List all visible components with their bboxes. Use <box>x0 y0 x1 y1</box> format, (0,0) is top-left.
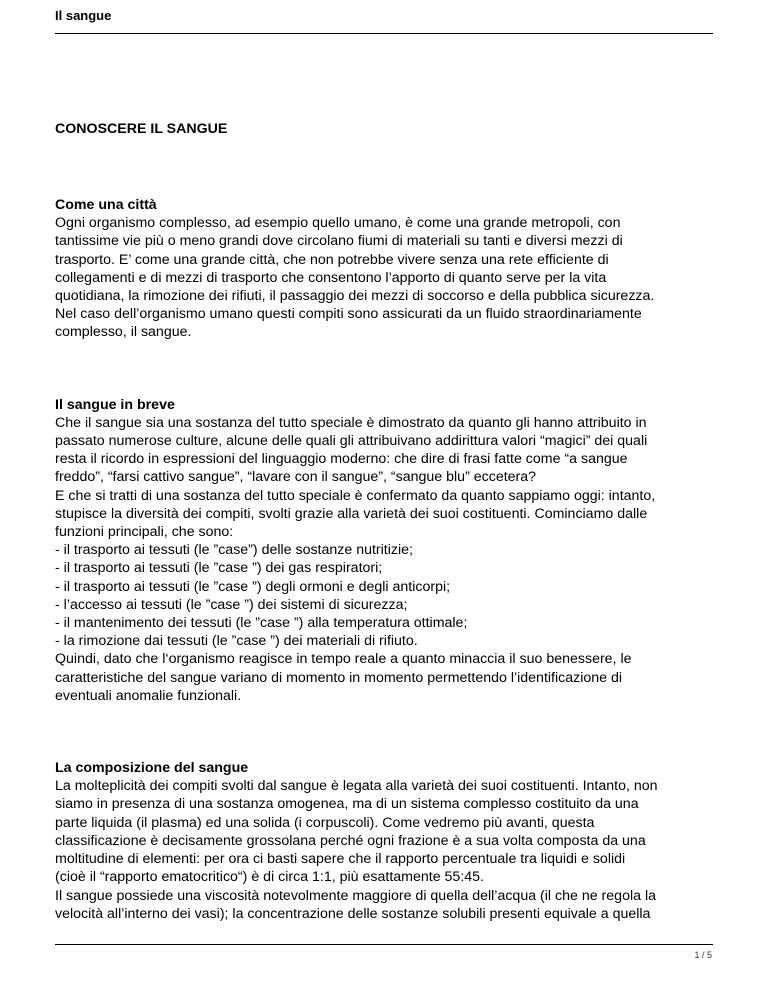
footer-divider <box>55 944 713 945</box>
text-line: collegamenti e di mezzi di trasporto che consentono l’apporto di quanto serve per la vita <box>55 269 607 286</box>
text-line: E che si tratti di una sostanza del tutto speciale è confermato da quanto sappiamo oggi: intanto, <box>55 487 656 504</box>
text-line: quotidiana, la rimozione dei rifiuti, il passaggio dei mezzi di soccorso e della pubblica sicurezza. <box>55 288 655 305</box>
text-line: freddo”, “farsi cattivo sangue”, “lavare con il sangue”, “sangue blu” eccetera? <box>55 469 537 486</box>
section-paragraph <box>55 414 720 705</box>
text-line: passato numerose culture, alcune delle quali gli attribuivano addirittura valori “magici” dei quali <box>55 433 648 450</box>
section-come-una-citta <box>55 196 720 342</box>
section-il-sangue-in-breve <box>55 396 720 705</box>
text-line: La molteplicità dei compiti svolti dal sangue è legata alla varietà dei suoi costituenti. Intanto, non <box>55 778 658 795</box>
section-heading: Il sangue in breve <box>55 396 175 413</box>
text-line: funzioni principali, che sono: <box>55 524 234 541</box>
running-header-title: Il sangue <box>55 8 112 23</box>
list-item: - il trasporto ai tessuti (le ”case ”) dei gas respiratori; <box>55 560 383 577</box>
list-item: - la rimozione dai tessuti (le ”case ”) dei materiali di rifiuto. <box>55 633 418 650</box>
text-line: moltitudine di elementi: per ora ci basti sapere che il rapporto percentuale tra liquidi e solidi <box>55 851 626 868</box>
text-line: Il sangue possiede una viscosità notevolmente maggiore di quella dell’acqua (il che ne regola la <box>55 887 656 904</box>
text-line: stupisce la diversità dei compiti, svolti grazie alla varietà dei suoi costituenti. Cominciamo dalle <box>55 505 648 522</box>
section-heading: Come una città <box>55 197 157 213</box>
section-composizione-del-sangue <box>55 759 720 923</box>
section-heading: La composizione del sangue <box>55 760 249 777</box>
text-line: trasporto. E’ come una grande città, che non potrebbe vivere senza una rete efficiente di <box>55 251 609 268</box>
text-line: Nel caso dell’organismo umano questi compiti sono assicurati da un fluido straordinariamente <box>55 306 642 323</box>
text-line: Ogni organismo complesso, ad esempio quello umano, è come una grande metropoli, con <box>55 215 621 232</box>
text-line: (cioè il “rapporto ematocritico“) è di circa 1:1, più esattamente 55:45. <box>55 869 484 886</box>
text-line: siamo in presenza di una sostanza omogenea, ma di un sistema complesso costituito da una <box>55 796 639 813</box>
text-line: resta il ricordo in espressioni del linguaggio moderno: che dire di frasi fatte come “a sangue <box>55 451 628 468</box>
page-number: 1 / 5 <box>694 950 712 960</box>
header-divider <box>55 33 713 34</box>
text-line: eventuali anomalie funzionali. <box>55 687 242 704</box>
text-line: complesso, il sangue. <box>55 324 192 341</box>
list-item: - il mantenimento dei tessuti (le ”case ”) alla temperatura ottimale; <box>55 615 468 632</box>
document-title: CONOSCERE IL SANGUE <box>55 121 228 137</box>
list-item: - il trasporto ai tessuti (le ”case ”) degli ormoni e degli anticorpi; <box>55 578 451 595</box>
list-item: - l’accesso ai tessuti (le ”case ”) dei sistemi di sicurezza; <box>55 596 408 613</box>
text-line: Quindi, dato che l‘organismo reagisce in tempo reale a quanto minaccia il suo benessere, le <box>55 651 632 668</box>
list-item: - il trasporto ai tessuti (le ”case”) delle sostanze nutritizie; <box>55 542 413 559</box>
text-line: caratteristiche del sangue variano di momento in momento permettendo l’identificazione di <box>55 669 623 686</box>
text-line: tantissime vie più o meno grandi dove circolano fiumi di materiali su tanti e diversi mezzi di <box>55 233 623 250</box>
section-paragraph <box>55 214 720 341</box>
document-body <box>55 120 720 923</box>
text-line: classificazione è decisamente grossolana perché ogni frazione è a sua volta composta da una <box>55 832 646 849</box>
section-paragraph <box>55 777 720 923</box>
text-line: parte liquida (il plasma) ed una solida (i corpuscoli). Come vedremo più avanti, questa <box>55 814 595 831</box>
text-line: Che il sangue sia una sostanza del tutto speciale è dimostrato da quanto gli hanno attribuito in <box>55 414 647 431</box>
text-line: velocità all’interno dei vasi); la concentrazione delle sostanze solubili presenti equivale a quella <box>55 905 651 922</box>
